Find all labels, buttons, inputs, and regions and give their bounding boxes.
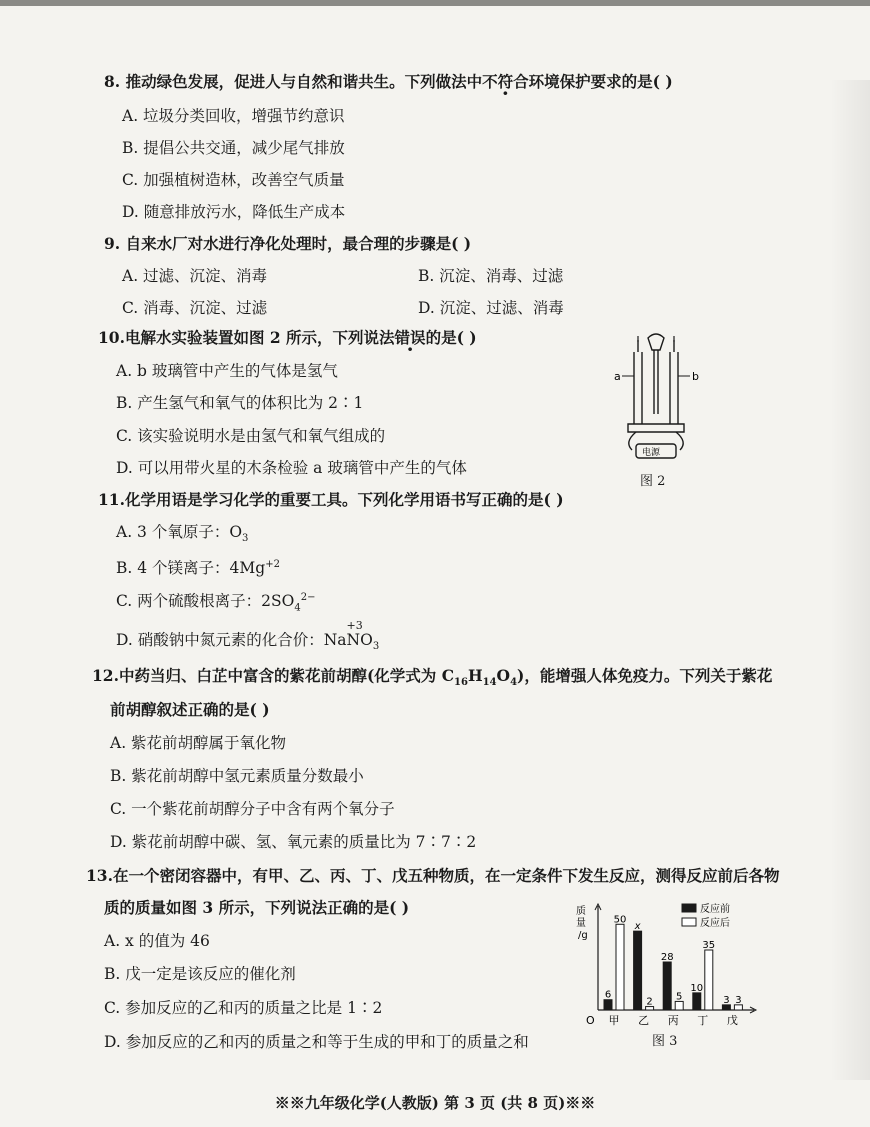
category-label-1: 甲 xyxy=(608,1014,620,1027)
fig2-power-label: 电源 xyxy=(642,448,661,458)
q12-stem-part1: 12.中药当归、白芷中富含的紫花前胡醇(化学式为 C xyxy=(92,666,455,685)
data-label-after-1: 50 xyxy=(613,914,627,926)
q11-b-text: B. 4 个镁离子：4Mg xyxy=(116,559,266,578)
legend-label-2: 反应后 xyxy=(700,918,730,929)
figure-3-caption: 图 3 xyxy=(652,1034,678,1049)
question-8-stem xyxy=(104,72,673,92)
q13-option-a: A. x 的值为 46 xyxy=(104,932,210,950)
q13-stem-line2: 质的质量如图 3 所示，下列说法正确的是( ) xyxy=(104,898,410,917)
data-label-before-4: 10 xyxy=(690,982,704,994)
q8-option-c: C. 加强植树造林，改善空气质量 xyxy=(122,171,345,189)
q11-option-c xyxy=(116,588,315,618)
fig2-label-b: b xyxy=(692,370,699,383)
bar-before-1 xyxy=(604,1000,612,1010)
q11-d-nitrogen xyxy=(346,619,363,650)
legend-label-1: 反应前 xyxy=(700,904,730,915)
q12-option-d: D. 紫花前胡醇中碳、氢、氧元素的质量比为 7∶7∶2 xyxy=(110,833,477,851)
data-label-before-2: x xyxy=(634,921,641,933)
q11-a-text: A. 3 个氧原子：O xyxy=(116,523,243,541)
q12-option-a: A. 紫花前胡醇属于氧化物 xyxy=(110,734,287,752)
q10-option-c: C. 该实验说明水是由氢气和氧气组成的 xyxy=(116,427,386,445)
q12-sub-h: 14 xyxy=(482,677,497,689)
q8-emphasis: 不符合 xyxy=(482,72,529,91)
q8-stem-part2: 环境保护要求的是( ) xyxy=(528,72,673,91)
q11-d-valence: +3 xyxy=(346,619,363,632)
bar-before-2 xyxy=(634,931,642,1010)
figure-2-caption: 图 2 xyxy=(640,474,666,489)
q11-c-superscript: 2− xyxy=(300,592,316,603)
q13-option-b: B. 戊一定是该反应的催化剂 xyxy=(104,965,296,983)
data-label-after-3: 5 xyxy=(676,991,683,1003)
q13-option-d: D. 参加反应的乙和丙的质量之和等于生成的甲和丁的质量之和 xyxy=(104,1033,529,1051)
data-label-after-2: 2 xyxy=(646,996,653,1008)
q11-d-formula-n: N xyxy=(346,631,361,649)
fig2-label-a: a xyxy=(614,370,621,383)
q10-option-d: D. 可以用带火星的木条检验 a 玻璃管中产生的气体 xyxy=(116,459,467,477)
q12-sub-c: 16 xyxy=(454,677,468,689)
q12-o: O xyxy=(496,666,511,685)
bar-before-4 xyxy=(693,993,701,1010)
q11-option-a xyxy=(116,522,248,549)
q12-sub-o: 4 xyxy=(510,677,518,689)
q12-h: H xyxy=(467,666,483,685)
bar-after-1 xyxy=(616,924,624,1010)
q11-d-formula-o: O xyxy=(360,631,373,649)
q11-c-text: C. 两个硫酸根离子：2SO xyxy=(116,592,295,611)
q10-option-a: A. b 玻璃管中产生的气体是氢气 xyxy=(116,362,338,380)
question-9-stem: 9. 自来水厂对水进行净化处理时，最合理的步骤是( ) xyxy=(104,234,472,253)
q9-option-c: C. 消毒、沉淀、过滤 xyxy=(122,299,268,317)
data-label-before-5: 3 xyxy=(723,994,730,1006)
q12-option-c: C. 一个紫花前胡醇分子中含有两个氧分子 xyxy=(110,800,395,818)
data-label-after-4: 35 xyxy=(702,940,716,951)
figure-3-bar-chart xyxy=(574,900,760,1030)
funnel-icon xyxy=(648,334,664,350)
legend-swatch-1 xyxy=(682,904,696,912)
q8-option-b: B. 提倡公共交通，减少尾气排放 xyxy=(122,139,345,157)
q9-option-a: A. 过滤、沉淀、消毒 xyxy=(122,267,268,285)
bar-after-4 xyxy=(705,950,713,1010)
y-axis-label: 质量/g xyxy=(576,906,588,941)
q8-stem-part1: 8. 推动绿色发展，促进人与自然和谐共生。下列做法中 xyxy=(104,72,483,91)
q11-d-text: D. 硝酸钠中氮元素的化合价： xyxy=(116,631,324,649)
q11-a-subscript: 3 xyxy=(242,533,249,545)
q11-b-superscript: +2 xyxy=(265,559,280,570)
question-13-stem: 13.在一个密闭容器中，有甲、乙、丙、丁、戊五种物质，在一定条件下发生反应，测得反应前后各物 xyxy=(86,866,780,885)
q11-option-b xyxy=(116,555,280,578)
data-label-before-3: 28 xyxy=(660,952,674,963)
q8-option-a: A. 垃圾分类回收，增强节约意识 xyxy=(122,107,345,125)
category-label-2: 乙 xyxy=(638,1014,650,1027)
bar-after-3 xyxy=(675,1001,683,1010)
q11-d-formula-subscript: 3 xyxy=(372,641,380,653)
q12-stem-part2: )，能增强人体免疫力。下列关于紫花 xyxy=(517,666,773,685)
data-label-after-5: 3 xyxy=(735,994,742,1006)
q12-option-b: B. 紫花前胡醇中氢元素质量分数最小 xyxy=(110,767,364,785)
q13-option-c: C. 参加反应的乙和丙的质量之比是 1∶2 xyxy=(104,999,383,1017)
scan-top-edge xyxy=(0,0,870,6)
origin-label: O xyxy=(586,1014,595,1027)
q12-stem-line2: 前胡醇叙述正确的是( ) xyxy=(110,700,270,719)
q11-option-d xyxy=(116,619,380,657)
category-label-3: 丙 xyxy=(667,1014,679,1027)
q11-c-subscript: 4 xyxy=(294,602,301,614)
legend-swatch-2 xyxy=(682,918,696,926)
question-10-stem xyxy=(98,328,477,348)
question-12-stem xyxy=(92,666,772,693)
scan-shadow xyxy=(830,80,870,1080)
q11-d-formula-na: Na xyxy=(323,631,347,649)
page-footer: ※※九年级化学(人教版) 第 3 页 (共 8 页)※※ xyxy=(274,1094,596,1112)
question-11-stem: 11.化学用语是学习化学的重要工具。下列化学用语书写正确的是( ) xyxy=(98,490,564,509)
q10-emphasis: 错误 xyxy=(394,328,426,347)
category-label-5: 戊 xyxy=(726,1014,738,1027)
q8-option-d: D. 随意排放污水，降低生产成本 xyxy=(122,203,346,221)
q9-option-d: D. 沉淀、过滤、消毒 xyxy=(418,299,564,317)
q9-option-b: B. 沉淀、消毒、过滤 xyxy=(418,267,564,285)
data-label-before-1: 6 xyxy=(604,989,612,1001)
q10-option-b: B. 产生氢气和氧气的体积比为 2∶1 xyxy=(116,394,364,412)
figure-2-electrolysis-apparatus xyxy=(606,332,706,464)
category-label-4: 丁 xyxy=(697,1014,709,1027)
q10-stem-part2: 的是( ) xyxy=(425,328,477,347)
bar-before-3 xyxy=(663,962,671,1010)
q10-stem-part1: 10.电解水实验装置如图 2 所示，下列说法 xyxy=(98,328,395,347)
